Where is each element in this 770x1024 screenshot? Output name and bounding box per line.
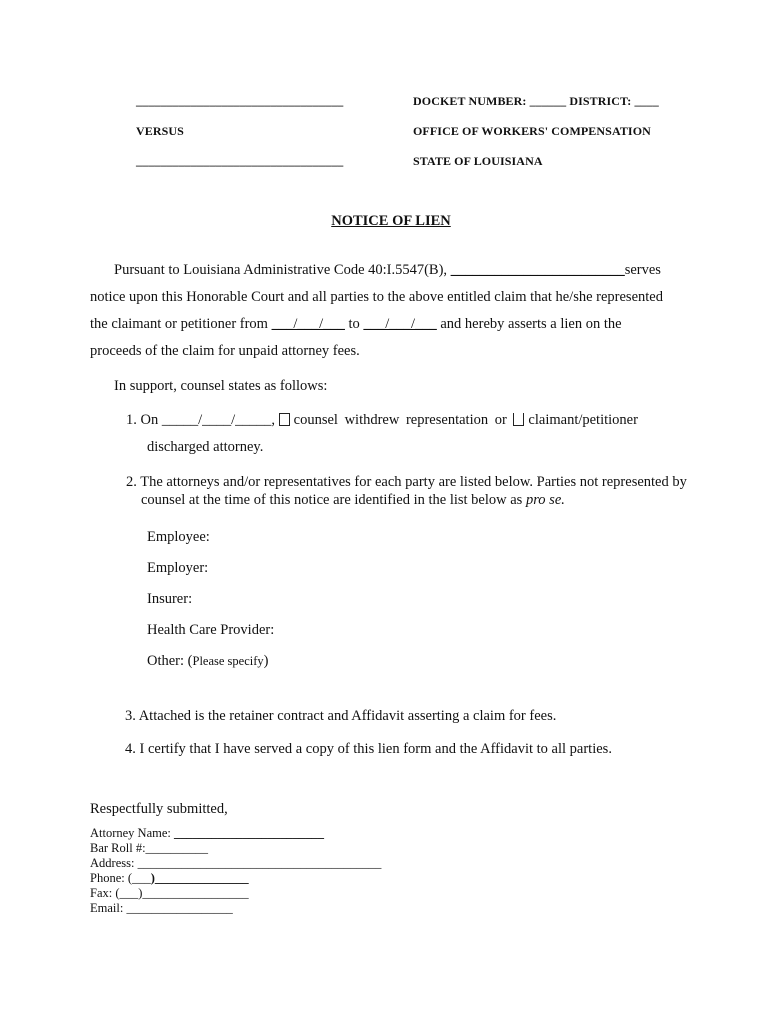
health-care-provider-label: Health Care Provider: — [147, 622, 275, 638]
plaintiff-line[interactable]: __________________________________ — [136, 94, 344, 108]
discharged-label: claimant/petitioner — [528, 412, 638, 428]
discharged-checkbox[interactable] — [513, 413, 524, 426]
intro-serves: serves — [624, 262, 661, 278]
phone-number[interactable]: )_______________ — [150, 871, 249, 885]
item-1-date[interactable]: 1. On _____/____/_____, — [126, 412, 279, 428]
fax-area[interactable]: ___ — [119, 886, 139, 900]
other-label: Other: ( — [147, 653, 193, 669]
date-to-blank[interactable]: ___/___/___ — [363, 316, 437, 332]
insurer-label: Insurer: — [147, 591, 193, 607]
other-hint: Please specify — [192, 654, 264, 668]
item-2-line-1: 2. The attorneys and/or representatives for each party are listed below. Parties not represented by — [126, 474, 687, 490]
state-name: STATE OF LOUISIANA — [413, 154, 543, 168]
item-1-line-2: discharged attorney. — [147, 439, 264, 455]
item-4: 4. I certify that I have served a copy of this lien form and the Affidavit to all parties. — [125, 741, 612, 757]
intro-to: to — [344, 316, 364, 332]
fax-field[interactable] — [90, 886, 249, 901]
phone-label: Phone: ( — [90, 871, 133, 885]
withdrew-label: counsel withdrew representation or — [293, 412, 514, 428]
pro-se-label: pro se. — [525, 492, 565, 508]
fax-label: Fax: ( — [90, 886, 120, 900]
withdrew-checkbox[interactable] — [279, 413, 290, 426]
attorney-name-label: Attorney Name: — [90, 826, 175, 840]
defendant-line[interactable]: __________________________________ — [136, 154, 344, 168]
document-title: NOTICE OF LIEN — [331, 213, 451, 229]
other-close: ) — [263, 653, 269, 669]
item-2-text: counsel at the time of this notice are identified in the list below as — [141, 492, 526, 508]
office-name: OFFICE OF WORKERS' COMPENSATION — [413, 124, 651, 138]
email-field[interactable]: Email: _________________ — [90, 901, 233, 915]
phone-field[interactable] — [90, 871, 249, 886]
attorney-name-blank[interactable]: ________________________ — [174, 826, 325, 840]
docket-number: DOCKET NUMBER: ______ DISTRICT: ____ — [413, 94, 659, 108]
employer-label: Employer: — [147, 560, 209, 576]
date-from-blank[interactable]: ___/___/___ — [271, 316, 345, 332]
closing: Respectfully submitted, — [90, 801, 228, 817]
intro-line-3 — [90, 316, 622, 333]
counsel-name-blank[interactable]: ________________________ — [450, 262, 625, 278]
intro-from: the claimant or petitioner from — [90, 316, 272, 332]
intro-line-1 — [114, 262, 661, 279]
attorney-name-field[interactable] — [90, 826, 324, 841]
employee-label: Employee: — [147, 529, 210, 545]
address-field[interactable]: Address: _______________________________________ — [90, 856, 382, 870]
versus-label: VERSUS — [136, 124, 184, 138]
support-statement: In support, counsel states as follows: — [114, 378, 328, 394]
intro-text: Pursuant to Louisiana Administrative Code 40:I.5547(B), — [114, 262, 451, 278]
bar-roll-field[interactable]: Bar Roll #:__________ — [90, 841, 209, 855]
item-1-line-1 — [126, 412, 638, 429]
intro-line-4: proceeds of the claim for unpaid attorney fees. — [90, 343, 360, 359]
intro-line-2: notice upon this Honorable Court and all parties to the above entitled claim that he/she represented — [90, 289, 663, 305]
item-2-line-2 — [141, 492, 565, 509]
other-party-label — [147, 653, 269, 670]
phone-area[interactable]: ___ — [132, 871, 151, 885]
intro-lien: and hereby asserts a lien on the — [436, 316, 622, 332]
fax-number[interactable]: )_________________ — [138, 886, 249, 900]
item-3: 3. Attached is the retainer contract and Affidavit asserting a claim for fees. — [125, 708, 557, 724]
